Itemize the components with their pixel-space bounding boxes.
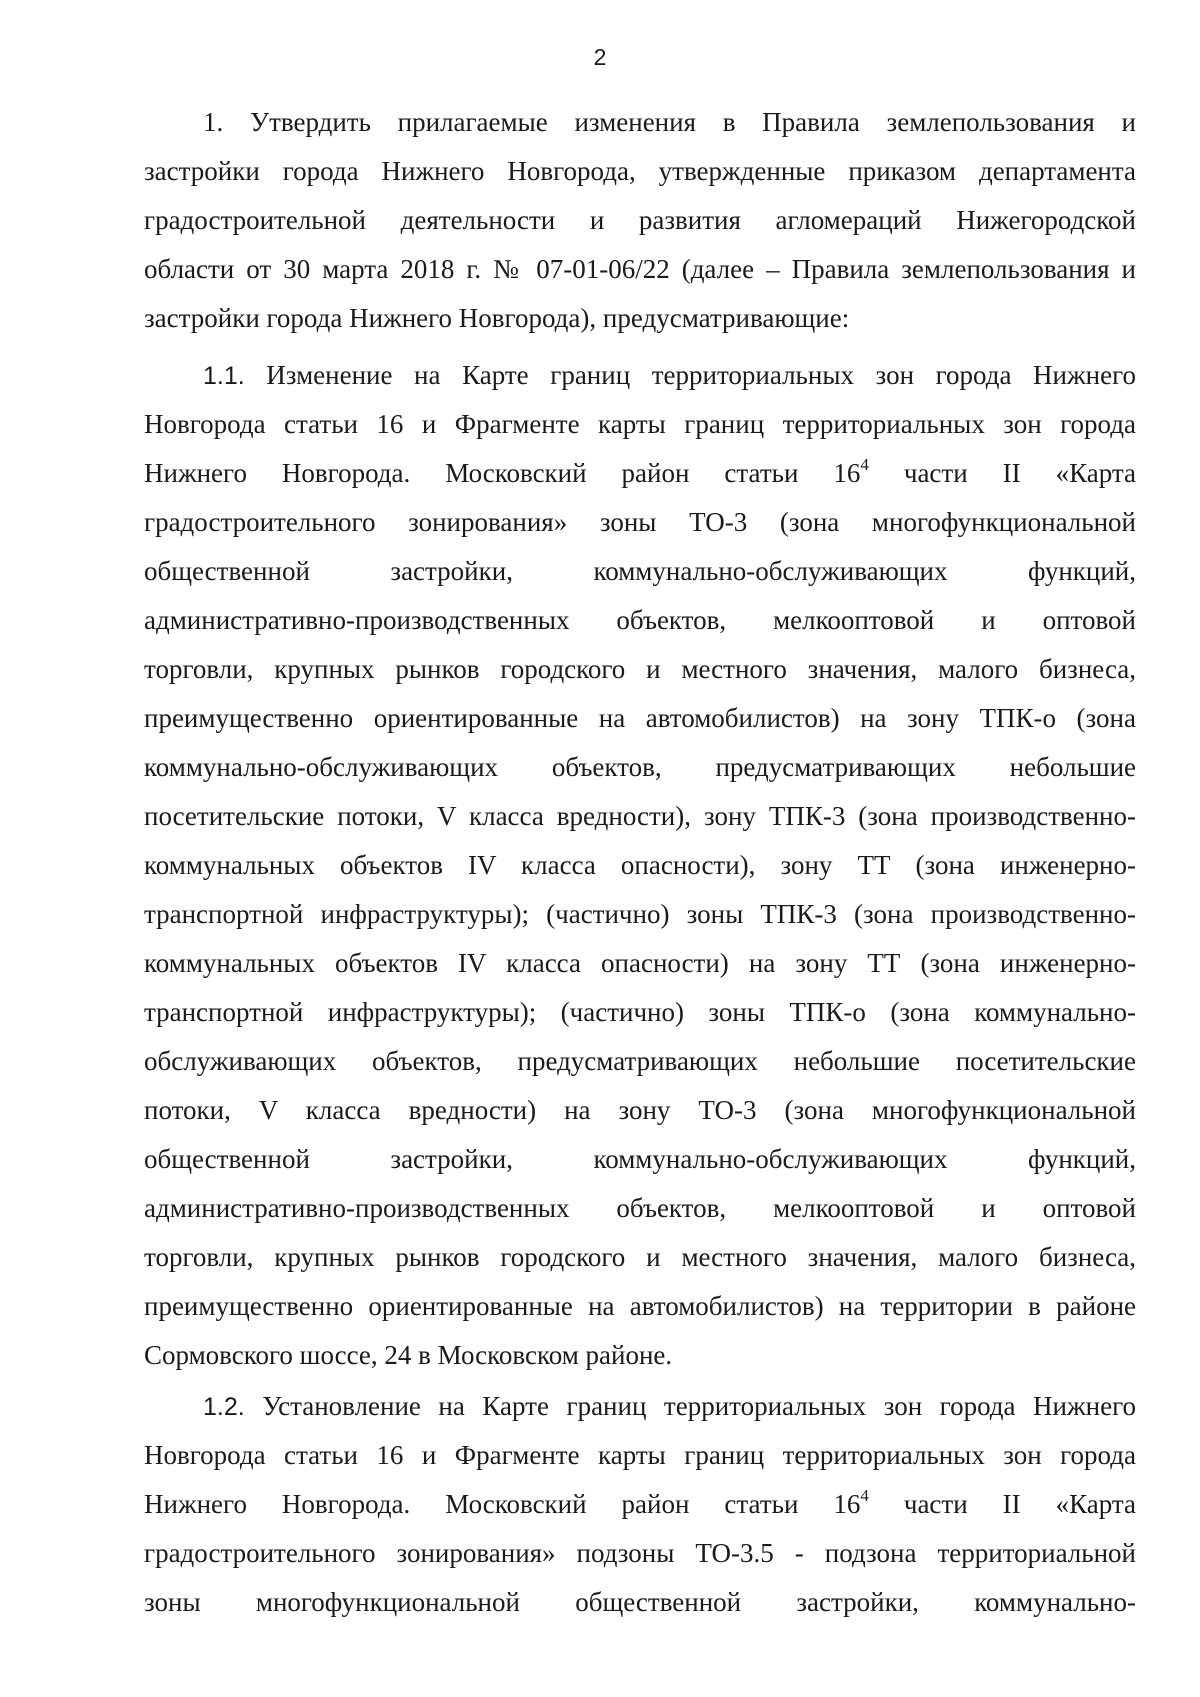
paragraph-line: [144, 351, 1136, 400]
superscript: 4: [860, 455, 869, 474]
paragraph-line: посетительские потоки, V класса вредности), зону ТПК-3 (зона производственно-: [144, 801, 1136, 831]
clause-text: Изменение на Карте границ территориальных зон города Нижнего: [266, 360, 1136, 390]
paragraph-line: градостроительного зонирования» зоны ТО-3 (зона многофункциональной: [144, 507, 1136, 537]
paragraph-line: обслуживающих объектов, предусматривающих небольшие посетительские: [144, 1046, 1136, 1076]
clause-text: части II «Карта: [903, 1489, 1136, 1519]
paragraph-line: потоки, V класса вредности) на зону ТО-3 (зона многофункциональной: [144, 1095, 1136, 1125]
paragraph-line: [144, 449, 1136, 498]
paragraph-line: преимущественно ориентированные на автомобилистов) на зону ТПК-о (зона: [144, 703, 1136, 733]
clause-text: Нижнего Новгорода. Московский район статьи 16: [144, 458, 861, 488]
paragraph-line: застройки города Нижнего Новгорода, утвержденные приказом департамента: [144, 156, 1136, 186]
paragraph-line: коммунальных объектов IV класса опасности), зону ТТ (зона инженерно-: [144, 850, 1136, 880]
paragraph-line: Новгорода статьи 16 и Фрагменте карты границ территориальных зон города: [144, 409, 1136, 439]
paragraph-line: области от 30 марта 2018 г. № 07-01-06/22 (далее – Правила землепользования и: [144, 254, 1136, 284]
superscript: 4: [860, 1486, 869, 1505]
clause-text: Установление на Карте границ территориальных зон города Нижнего: [262, 1391, 1136, 1421]
paragraph-line: транспортной инфраструктуры); (частично) зоны ТПК-о (зона коммунально-: [144, 997, 1136, 1027]
paragraph-1-1: [144, 351, 1136, 1380]
paragraph-line: [144, 1480, 1136, 1529]
paragraph-line: 1. Утвердить прилагаемые изменения в Правила землепользования и: [203, 107, 1136, 137]
paragraph-line: транспортной инфраструктуры); (частично) зоны ТПК-3 (зона производственно-: [144, 899, 1136, 929]
paragraph-line: Новгорода статьи 16 и Фрагменте карты границ территориальных зон города: [144, 1440, 1136, 1470]
paragraph-line: [144, 1382, 1136, 1431]
page-number: 2: [593, 44, 607, 70]
paragraph-line: общественной застройки, коммунально-обслуживающих функций,: [144, 556, 1136, 586]
paragraph-line: застройки города Нижнего Новгорода), предусматривающие:: [144, 303, 850, 333]
clause-text: части II «Карта: [903, 458, 1136, 488]
paragraph-line: торговли, крупных рынков городского и местного значения, малого бизнеса,: [144, 1242, 1136, 1272]
paragraph-line: зоны многофункциональной общественной застройки, коммунально-: [144, 1587, 1136, 1617]
paragraph-line: преимущественно ориентированные на автомобилистов) на территории в районе: [144, 1291, 1136, 1321]
paragraph-line: административно-производственных объектов, мелкооптовой и оптовой: [144, 1193, 1136, 1223]
paragraph-line: коммунальных объектов IV класса опасности) на зону ТТ (зона инженерно-: [144, 948, 1136, 978]
paragraph-line: градостроительного зонирования» подзоны ТО-3.5 - подзона территориальной: [144, 1538, 1136, 1568]
paragraph-line: административно-производственных объектов, мелкооптовой и оптовой: [144, 605, 1136, 635]
clause-text: Нижнего Новгорода. Московский район статьи 16: [144, 1489, 861, 1519]
clause-number: 1.1.: [203, 362, 245, 390]
paragraph-line: торговли, крупных рынков городского и местного значения, малого бизнеса,: [144, 654, 1136, 684]
paragraph-line: Сормовского шоссе, 24 в Московском районе.: [144, 1340, 673, 1370]
paragraph-line: общественной застройки, коммунально-обслуживающих функций,: [144, 1144, 1136, 1174]
paragraph-line: коммунально-обслуживающих объектов, предусматривающих небольшие: [144, 752, 1136, 782]
paragraph-1: [144, 98, 1136, 343]
clause-number: 1.2.: [203, 1393, 245, 1421]
paragraph-line: градостроительной деятельности и развития агломераций Нижегородской: [144, 205, 1136, 235]
paragraph-1-2: [144, 1382, 1136, 1627]
